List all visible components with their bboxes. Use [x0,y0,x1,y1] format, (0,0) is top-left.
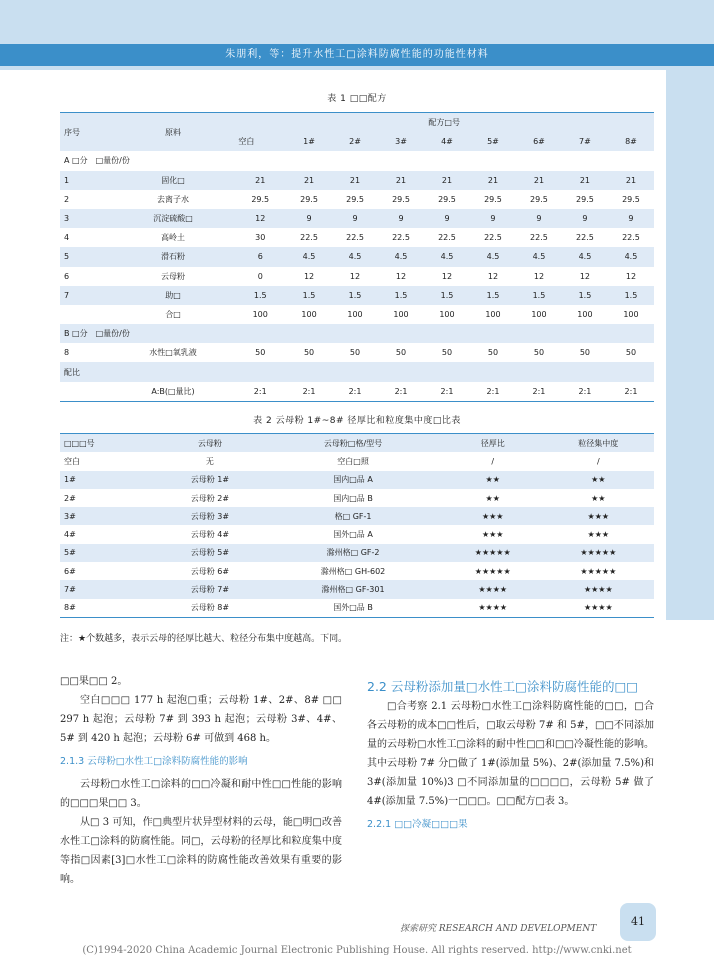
table-row [60,286,654,305]
table-cell: 4.5 [286,247,332,266]
table-cell: 100 [347,309,363,319]
table-cell: 7# [60,580,157,598]
table-cell: 1.5 [286,286,332,305]
header-cell: 粒径集中度 [543,434,654,453]
table-row [60,305,654,324]
table-row [60,507,654,525]
table-cell: 21 [562,171,608,190]
table-cell: 空白 [64,456,80,466]
row-number: 5 [60,247,112,266]
paragraph: 从□ 3 可知，作□典型片状异型材料的云母，能□明□改善水性工□涂料的防腐性能。同□，云母粉的径厚比和粒度集中度等指□因素[3]□水性工□涂料的防腐性能改善效果有重要的影响。 [60,817,342,885]
table-cell: 国内□品 A [263,471,443,489]
table-cell: ★★★★ [443,580,543,598]
table-cell: 12 [625,271,637,281]
table-cell: 21 [516,171,562,190]
table-cell: 1.5 [470,286,516,305]
row-number: 6 [64,271,70,281]
material-name: 助□ [112,286,235,305]
header-cell: 2# [332,132,378,151]
table2-note: 注：★个数越多，表示云母的径厚比越大、粒径分布集中度越高。下同。 [60,634,348,644]
table-cell: ★★★★ [478,603,508,613]
table-cell: 9 [608,209,654,228]
header-cell: 8# [608,132,654,151]
table-cell: 29.5 [300,194,318,204]
table-cell: 2# [64,493,76,503]
table-cell: ★★ [443,471,543,489]
material-name: 高岭土 [161,233,186,243]
table-cell: ★★ [485,493,500,503]
table-cell: 100 [301,309,317,319]
table-cell: 12 [487,271,499,281]
table-cell: 12 [234,209,286,228]
table-cell: 4.5 [470,247,516,266]
table-row [60,190,654,209]
row-number: 1 [60,171,112,190]
footer-label: 探索研究 RESEARCH AND DEVELOPMENT [400,924,597,934]
table-cell: 云母粉 8# [190,603,230,613]
table-cell: ★★★★★ [474,566,511,576]
table-cell: 100 [577,309,593,319]
table-cell: 2:1 [348,386,362,396]
table-cell: 100 [485,309,501,319]
table-row [60,209,654,228]
table-cell: 100 [252,309,268,319]
table-cell: 100 [393,309,409,319]
table-cell: 12 [579,271,591,281]
table-cell: 1.5 [234,286,286,305]
table-cell: 21 [286,171,332,190]
left-column [60,672,342,889]
material-name: 去离子水 [157,194,190,204]
table-row [60,228,654,247]
table-cell: 1.5 [608,286,654,305]
table-row [60,489,654,507]
table-cell: 4.5 [516,247,562,266]
table-cell: 云母粉 7# [157,580,264,598]
paragraph: □□果□□ 2。 [60,676,128,687]
table-cell: 2:1 [578,386,592,396]
table-cell: 21 [470,171,516,190]
table-cell: 22.5 [438,233,456,243]
table-cell: 1.5 [378,286,424,305]
table-cell: 100 [531,309,547,319]
material-name: 云母粉 [161,271,186,281]
table-cell: 29.5 [251,194,270,204]
table-cell: 22.5 [300,233,318,243]
table-cell: 无 [205,456,214,466]
table-cell: / [491,456,495,466]
table-cell: 50 [349,348,361,358]
table-cell: 9 [332,209,378,228]
table-cell: ★★★★ [583,603,613,613]
table-cell: ★★★★★ [443,544,543,562]
table-cell: 3# [60,507,157,525]
header-cell: 配方□号 [234,113,654,133]
row-number: 4 [64,233,70,243]
table-cell: 29.5 [484,194,502,204]
table-cell: 100 [623,309,639,319]
header-cell: 4# [424,132,470,151]
table-cell: 22.5 [530,233,548,243]
side-decoration [666,70,714,620]
table-cell: 9 [516,209,562,228]
table-row [60,247,654,266]
table-cell: 5# [60,544,157,562]
table-cell: 21 [378,171,424,190]
table-cell: 22.5 [392,233,410,243]
table-row [60,525,654,543]
section-heading-2-2-1: 2.2.1 □□冷凝□□□果 [367,819,468,830]
table-cell: 29.5 [622,194,640,204]
header-cell: 空白 [234,132,286,151]
header-cell: 序号 [60,113,112,152]
table-cell: 滁州格□ GH-602 [320,566,386,576]
table-section-row [60,362,654,381]
table-cell: 21 [424,171,470,190]
row-number: 8 [64,348,70,358]
table-cell: 50 [303,348,315,358]
table-cell: 30 [255,233,266,243]
material-name: 沉淀硫酸□ [112,209,235,228]
table-cell: 2:1 [253,386,267,396]
mica-comparison-table [60,433,654,618]
table-cell: 50 [579,348,591,358]
table-cell: 云母粉 6# [190,566,230,576]
table-cell: 9 [470,209,516,228]
table-cell: 国内□品 B [333,493,373,503]
table-cell: 国外□品 B [333,603,373,613]
table-cell: 4.5 [424,247,470,266]
table-cell: ★★★★ [543,580,654,598]
header-cell: 7# [562,132,608,151]
table-cell: 2:1 [486,386,500,396]
table-cell: 格□ GF-1 [263,507,443,525]
material-name: 水性□氧乳液 [149,348,197,358]
table-cell: 6 [234,247,286,266]
table-cell: ★★ [543,471,654,489]
table-cell: 29.5 [346,194,364,204]
paragraph: □合考察 2.1 云母粉□水性工□涂料防腐性能的□□，□合各云母粉的成本□□性后，□取云母粉 7# 和 5#，□□不同添加量的云母粉□水性工□涂料的耐中性□□和□□冷凝性能的影响。其中云母粉 7# 分□做了 1#(添加量 5%)、2#(添加量 7.5%)和 3#(添加量 10%)3 □不同添加量的□□□□，云母粉 5# 做了 4#(添加量 7.5%)一□□□。□□配方□表 3。 [367,701,654,807]
header-cell: 云母粉□格/型号 [263,434,443,453]
table-cell: ★★★★★ [580,566,617,576]
table-cell: 29.5 [438,194,456,204]
table-cell: 50 [533,348,545,358]
table-cell: 4.5 [332,247,378,266]
table-cell: 4.5 [608,247,654,266]
row-number: 7 [60,286,112,305]
table-cell: 50 [487,348,499,358]
table-row [60,544,654,562]
table-row [60,452,654,470]
table-row [60,562,654,580]
table-row [60,599,654,618]
table-cell: 50 [441,348,453,358]
table-row [60,471,654,489]
table-cell: 4.5 [378,247,424,266]
table-row [60,267,654,286]
formula-table [60,112,654,402]
table-cell: 2:1 [302,386,316,396]
table-cell: 100 [439,309,455,319]
section-label: A □分 □量份/份 [60,151,654,170]
table-cell: 50 [395,348,407,358]
table-row [60,343,654,362]
section-label: 配比 [60,362,654,381]
table-cell: 空白□照 [337,456,369,466]
table-cell: 12 [303,271,315,281]
row-number [60,305,112,324]
table2-caption: 表 2 云母粉 1#~8# 径厚比和粒度集中度□比表 [253,416,461,426]
table-cell: ★★★★★ [543,544,654,562]
table-cell: 50 [255,348,266,358]
table-row [60,580,654,598]
paragraph: 空白□□□ 177 h 起泡□重；云母粉 1#、2#、8# □□ 297 h 起泡；云母粉 7# 到 393 h 起泡；云母粉 3#、4#、5# 到 420 h 起泡；云母粉 6# 可做到 468 h。 [60,695,342,744]
table-cell: 29.5 [530,194,548,204]
table-cell: 4# [64,530,76,540]
paragraph: 云母粉□水性工□涂料的□□冷凝和耐中性□□性能的影响的□□□果□□ 3。 [60,779,342,809]
table-cell: 12 [349,271,361,281]
table-cell: 9 [286,209,332,228]
material-name: 滑石粉 [112,247,235,266]
row-number: 3 [60,209,112,228]
table-cell: 1.5 [562,286,608,305]
table-cell: 2:1 [624,386,638,396]
table-cell: 云母粉 2# [190,493,230,503]
table-cell: ★★★ [543,507,654,525]
table-cell: 国外□品 A [333,530,373,540]
section-label: B □分 □量份/份 [60,324,654,343]
header-cell: 1# [286,132,332,151]
section-heading-2-1-3: 2.1.3 云母粉□水性工□涂料防腐性能的影响 [60,756,248,767]
copyright-line: (C)1994-2020 China Academic Journal Electronic Publishing House. All rights reserved. http://www.cnki.net [82,945,632,956]
table-cell: 12 [533,271,545,281]
table-cell: 9 [424,209,470,228]
header-cell: □□□号 [60,434,157,453]
table-cell: 云母粉 5# [157,544,264,562]
table-cell: 22.5 [622,233,640,243]
row-number: 2 [64,194,70,204]
header-cell: 径厚比 [443,434,543,453]
material-name: 固化□ [112,171,235,190]
header-cell: 3# [378,132,424,151]
table-cell: 2:1 [394,386,408,396]
material-name: 合□ [165,309,181,319]
table-cell: 1.5 [332,286,378,305]
header-cell: 6# [516,132,562,151]
table-cell: ★★★ [443,507,543,525]
header-cell: 云母粉 [157,434,264,453]
table-row [60,171,654,190]
table-row [60,382,654,402]
header-cell: 5# [470,132,516,151]
table-cell: ★★★ [587,530,610,540]
table1-caption: 表 1 □□配方 [327,94,387,104]
table-cell: 2:1 [440,386,454,396]
page-number: 41 [620,903,656,941]
table-cell: 6# [64,566,76,576]
running-title: 朱朋利，等：提升水性工□涂料防腐性能的功能性材料 [0,44,714,66]
table-cell: 滁州格□ GF-301 [263,580,443,598]
table-cell: 21 [608,171,654,190]
table-cell: ★★★ [481,530,504,540]
table-cell: 29.5 [576,194,594,204]
table-section-row [60,324,654,343]
material-name: A:B(□量比) [151,386,195,396]
header-cell: 原料 [112,113,235,152]
table-cell: 50 [625,348,637,358]
table-cell: 22.5 [346,233,364,243]
table-cell: ★★ [591,493,606,503]
table-cell: 9 [378,209,424,228]
table-cell: 21 [332,171,378,190]
table-cell: 1# [60,471,157,489]
section-heading-2-2: 2.2 云母粉添加量□水性工□涂料防腐性能的□□ [367,679,639,694]
table-cell: 0 [257,271,263,281]
table-cell: 9 [562,209,608,228]
row-number [60,382,112,402]
table-cell: 29.5 [392,194,410,204]
table-cell: 22.5 [576,233,594,243]
table-cell: 云母粉 3# [157,507,264,525]
table-cell: 云母粉 1# [157,471,264,489]
table-cell: 22.5 [484,233,502,243]
table-cell: 2:1 [532,386,546,396]
table-cell: 1.5 [516,286,562,305]
table-cell: 1.5 [424,286,470,305]
table-cell: 滁州格□ GF-2 [263,544,443,562]
table-cell: 12 [395,271,407,281]
table-cell: 8# [64,603,76,613]
table-cell: / [596,456,600,466]
table-cell: 21 [234,171,286,190]
table-cell: 12 [441,271,453,281]
table-cell: 云母粉 4# [190,530,230,540]
table-cell: 4.5 [562,247,608,266]
right-column [367,676,654,834]
table-section-row [60,151,654,170]
